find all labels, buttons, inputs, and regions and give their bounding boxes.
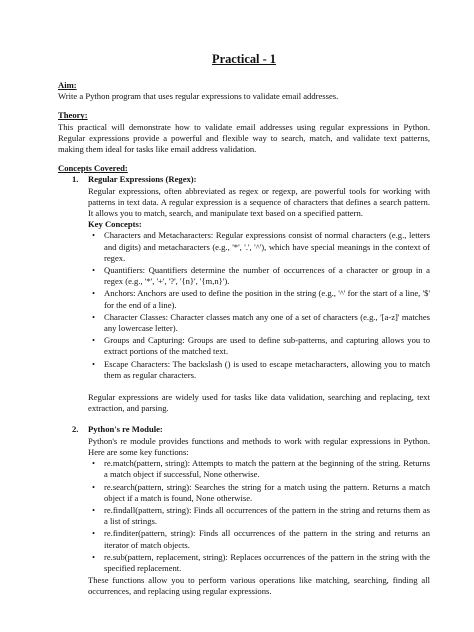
theory-heading: Theory: <box>58 110 88 121</box>
list-item: • Anchors: Anchors are used to define the position in the string (e.g., '^' for the start of a line, '$' for the end of a line). <box>104 288 430 310</box>
list-item: • Characters and Metacharacters: Regular expressions consist of normal characters (e.g., letters and digits) and metacharacters (e.g., '*', '.', '^'), which have special meanings in the context of regex. <box>104 230 430 264</box>
list-item: • Quantifiers: Quantifiers determine the number of occurrences of a character or group in a regex (e.g., '*', '+', '?', '{n}', '{m,n}'). <box>104 265 430 287</box>
concepts-list <box>58 174 430 597</box>
key-concepts-label: Key Concepts: <box>88 219 142 230</box>
page-title: Practical - 1 <box>212 52 276 66</box>
list-item: • re.match(pattern, string): Attempts to match the pattern at the beginning of the string. Returns a match object if successful, None otherwise. <box>104 458 430 480</box>
concept-intro: Regular expressions, often abbreviated as regex or regexp, are powerful tools for working with patterns in text data. A regular expression is a sequence of characters that defines a search pattern. It allows you to match, search, and manipulate text based on a specified pattern. <box>88 185 430 219</box>
concept-number: 2. <box>72 424 79 435</box>
list-item: • Character Classes: Character classes match any one of a set of characters (e.g., '[a-z]' matches any lowercase letter). <box>104 312 430 334</box>
theory-text: This practical will demonstrate how to validate email addresses using regular expressions in Python. Regular expressions provide a powerful and flexible way to search, match, and validate text patterns, making them ideal for tasks like email address validation. <box>58 121 430 155</box>
aim-text: Write a Python program that uses regular expressions to validate email addresses. <box>58 91 339 102</box>
key-concepts-list <box>88 230 430 381</box>
aim-heading: Aim: <box>58 80 77 90</box>
list-item: • re.sub(pattern, replacement, string): Replaces occurrences of the pattern in the string with the specified replacement. <box>104 552 430 574</box>
concept-title: Regular Expressions (Regex): <box>88 174 197 185</box>
concept-intro: Python's re module provides functions and methods to work with regular expressions in Python. Here are some key functions: <box>88 435 430 457</box>
list-item: • re.finditer(pattern, string): Finds all occurrences of the pattern in the string and returns an iterator of match objects. <box>104 528 430 550</box>
list-item: • re.search(pattern, string): Searches the string for a match using the pattern. Returns a match object if a match is found, None otherwise. <box>104 482 430 504</box>
concept-outro: These functions allow you to perform various operations like matching, searching, finding all occurrences, and replacing using regular expressions. <box>88 575 430 597</box>
re-functions-list <box>88 458 430 574</box>
list-item: • Escape Characters: The backslash () is used to escape metacharacters, allowing you to match them as regular characters. <box>104 359 430 381</box>
concept-title: Python's re Module: <box>88 424 163 435</box>
list-item: • Groups and Capturing: Groups are used to define sub-patterns, and capturing allows you to extract portions of the matched text. <box>104 335 430 357</box>
aim-section <box>58 80 430 102</box>
concept-outro: Regular expressions are widely used for tasks like data validation, searching and replacing, text extraction, and parsing. <box>88 392 430 414</box>
list-item: • re.findall(pattern, string): Finds all occurrences of the pattern in the string and returns them as a list of strings. <box>104 505 430 527</box>
concept-item-regex <box>72 174 430 414</box>
theory-section <box>58 110 430 155</box>
concepts-section <box>58 163 430 597</box>
concept-number: 1. <box>72 174 79 185</box>
concepts-heading: Concepts Covered: <box>58 163 128 174</box>
concept-item-re-module <box>72 424 430 597</box>
